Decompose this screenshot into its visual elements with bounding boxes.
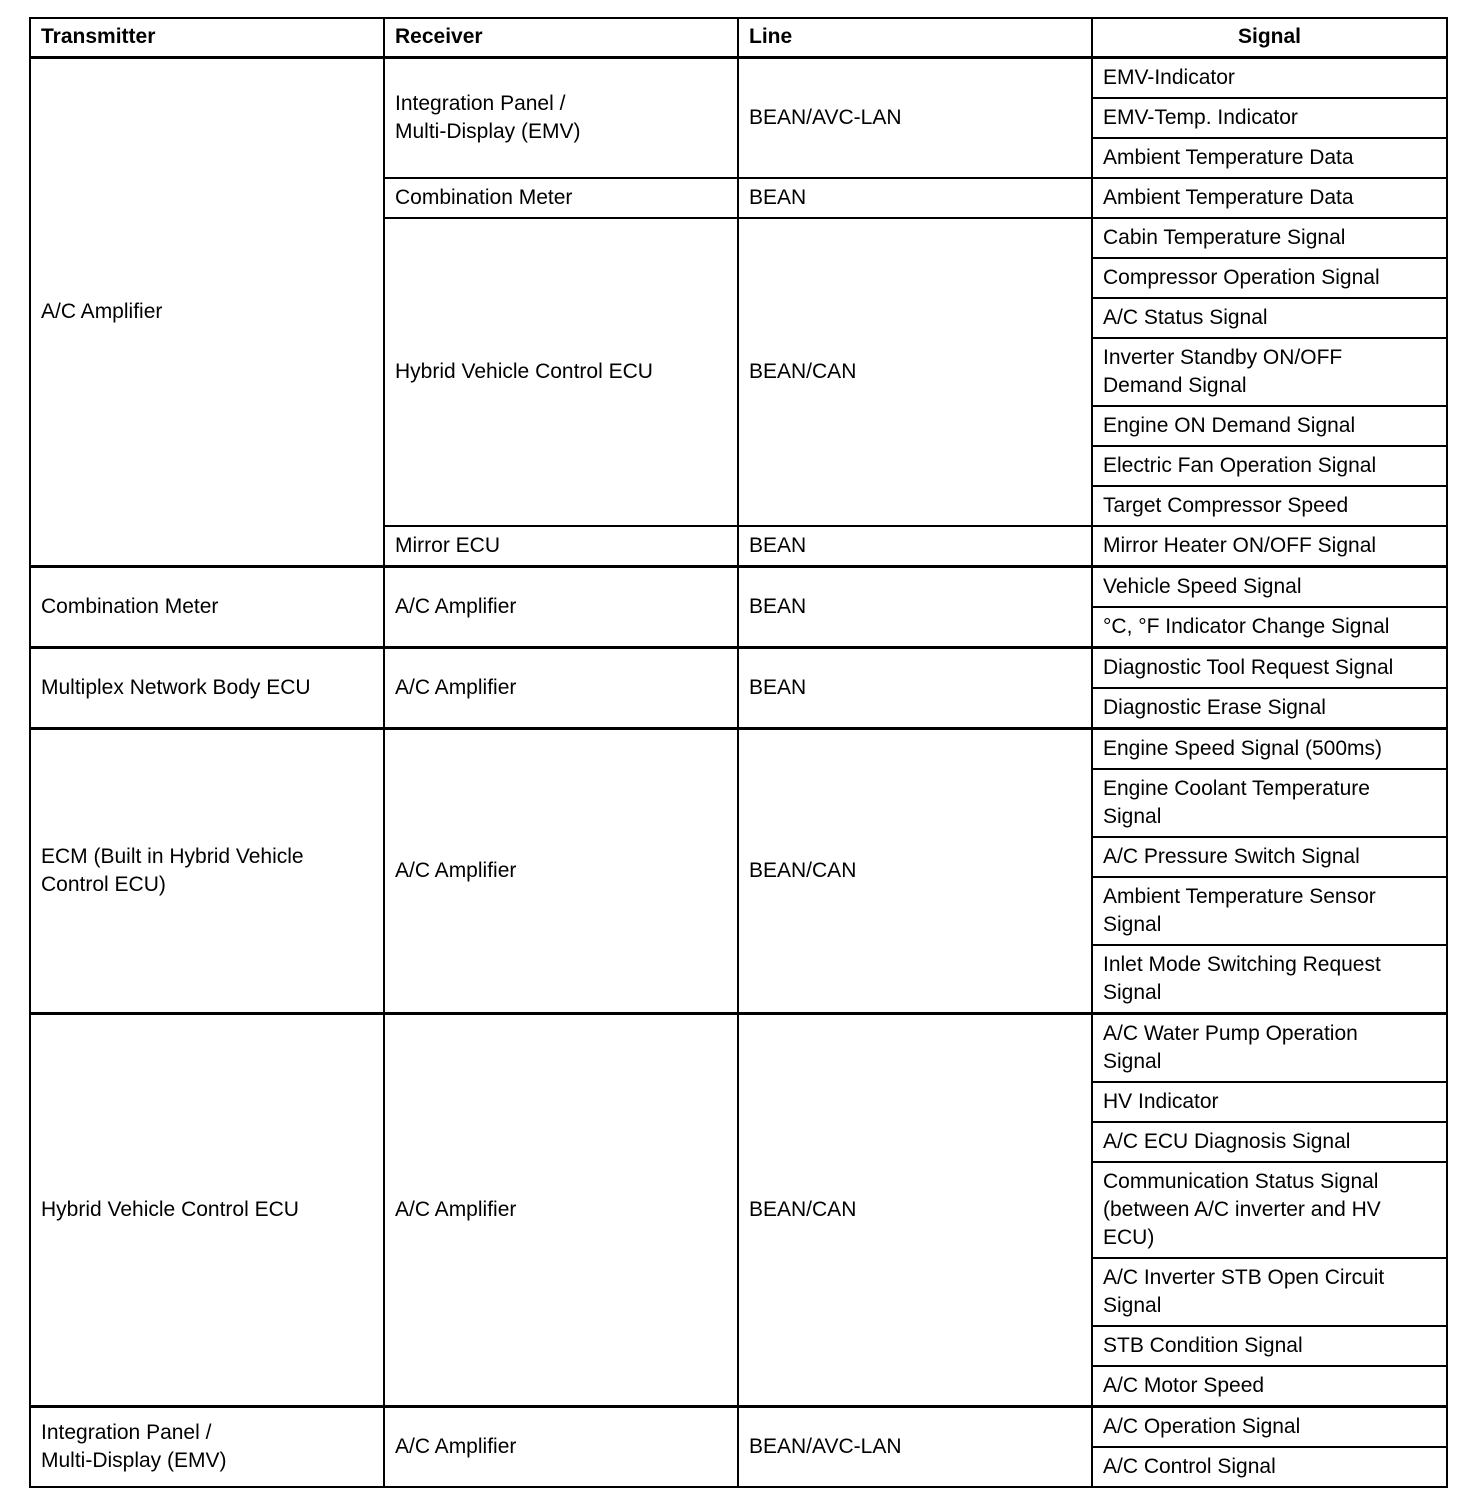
- table-body: [30, 58, 1447, 1488]
- line-cell: BEAN/AVC-LAN: [738, 58, 1092, 179]
- signal-cell: Ambient Temperature Data: [1092, 178, 1447, 218]
- line-cell: BEAN/AVC-LAN: [738, 1407, 1092, 1488]
- transmitter-cell: Multiplex Network Body ECU: [30, 648, 384, 729]
- signal-cell: Engine Speed Signal (500ms): [1092, 729, 1447, 770]
- receiver-cell: A/C Amplifier: [384, 1407, 738, 1488]
- transmitter-cell: A/C Amplifier: [30, 58, 384, 567]
- table-row: [30, 567, 1447, 608]
- signal-cell: Engine Coolant Temperature Signal: [1092, 769, 1447, 837]
- signal-cell: Communication Status Signal (between A/C inverter and HV ECU): [1092, 1162, 1447, 1258]
- line-cell: BEAN: [738, 178, 1092, 218]
- signal-cell: STB Condition Signal: [1092, 1326, 1447, 1366]
- signal-cell: A/C Pressure Switch Signal: [1092, 837, 1447, 877]
- signal-cell: °C, °F Indicator Change Signal: [1092, 607, 1447, 648]
- receiver-cell: A/C Amplifier: [384, 648, 738, 729]
- receiver-cell: A/C Amplifier: [384, 567, 738, 648]
- signal-cell: A/C Operation Signal: [1092, 1407, 1447, 1448]
- signal-cell: Diagnostic Erase Signal: [1092, 688, 1447, 729]
- signal-cell: A/C Inverter STB Open Circuit Signal: [1092, 1258, 1447, 1326]
- signal-cell: A/C Status Signal: [1092, 298, 1447, 338]
- table-row: [30, 1407, 1447, 1448]
- signal-cell: Inlet Mode Switching Request Signal: [1092, 945, 1447, 1014]
- table-row: [30, 729, 1447, 770]
- signal-cell: Compressor Operation Signal: [1092, 258, 1447, 298]
- communication-table: [29, 17, 1448, 1488]
- signal-cell: Vehicle Speed Signal: [1092, 567, 1447, 608]
- header-line: Line: [738, 18, 1092, 58]
- signal-cell: Mirror Heater ON/OFF Signal: [1092, 526, 1447, 567]
- signal-cell: Electric Fan Operation Signal: [1092, 446, 1447, 486]
- signal-cell: A/C ECU Diagnosis Signal: [1092, 1122, 1447, 1162]
- header-receiver: Receiver: [384, 18, 738, 58]
- line-cell: BEAN/CAN: [738, 1014, 1092, 1407]
- signal-cell: Ambient Temperature Sensor Signal: [1092, 877, 1447, 945]
- signal-cell: HV Indicator: [1092, 1082, 1447, 1122]
- receiver-cell: Integration Panel / Multi-Display (EMV): [384, 58, 738, 179]
- receiver-cell: A/C Amplifier: [384, 1014, 738, 1407]
- table-row: [30, 58, 1447, 99]
- line-cell: BEAN/CAN: [738, 218, 1092, 526]
- signal-cell: Inverter Standby ON/OFF Demand Signal: [1092, 338, 1447, 406]
- transmitter-cell: Integration Panel / Multi-Display (EMV): [30, 1407, 384, 1488]
- table-row: [30, 1014, 1447, 1083]
- line-cell: BEAN: [738, 526, 1092, 567]
- table-header-row: [30, 18, 1447, 58]
- receiver-cell: Mirror ECU: [384, 526, 738, 567]
- signal-cell: A/C Control Signal: [1092, 1447, 1447, 1487]
- header-transmitter: Transmitter: [30, 18, 384, 58]
- table-row: [30, 648, 1447, 689]
- signal-cell: Diagnostic Tool Request Signal: [1092, 648, 1447, 689]
- receiver-cell: Hybrid Vehicle Control ECU: [384, 218, 738, 526]
- receiver-cell: Combination Meter: [384, 178, 738, 218]
- line-cell: BEAN: [738, 648, 1092, 729]
- transmitter-cell: Hybrid Vehicle Control ECU: [30, 1014, 384, 1407]
- line-cell: BEAN: [738, 567, 1092, 648]
- signal-cell: EMV-Temp. Indicator: [1092, 98, 1447, 138]
- transmitter-cell: ECM (Built in Hybrid Vehicle Control ECU): [30, 729, 384, 1014]
- signal-cell: Cabin Temperature Signal: [1092, 218, 1447, 258]
- receiver-cell: A/C Amplifier: [384, 729, 738, 1014]
- signal-cell: Engine ON Demand Signal: [1092, 406, 1447, 446]
- signal-cell: A/C Water Pump Operation Signal: [1092, 1014, 1447, 1083]
- line-cell: BEAN/CAN: [738, 729, 1092, 1014]
- transmitter-cell: Combination Meter: [30, 567, 384, 648]
- signal-cell: Ambient Temperature Data: [1092, 138, 1447, 178]
- signal-cell: EMV-Indicator: [1092, 58, 1447, 99]
- signal-cell: A/C Motor Speed: [1092, 1366, 1447, 1407]
- header-signal: Signal: [1092, 18, 1447, 58]
- signal-cell: Target Compressor Speed: [1092, 486, 1447, 526]
